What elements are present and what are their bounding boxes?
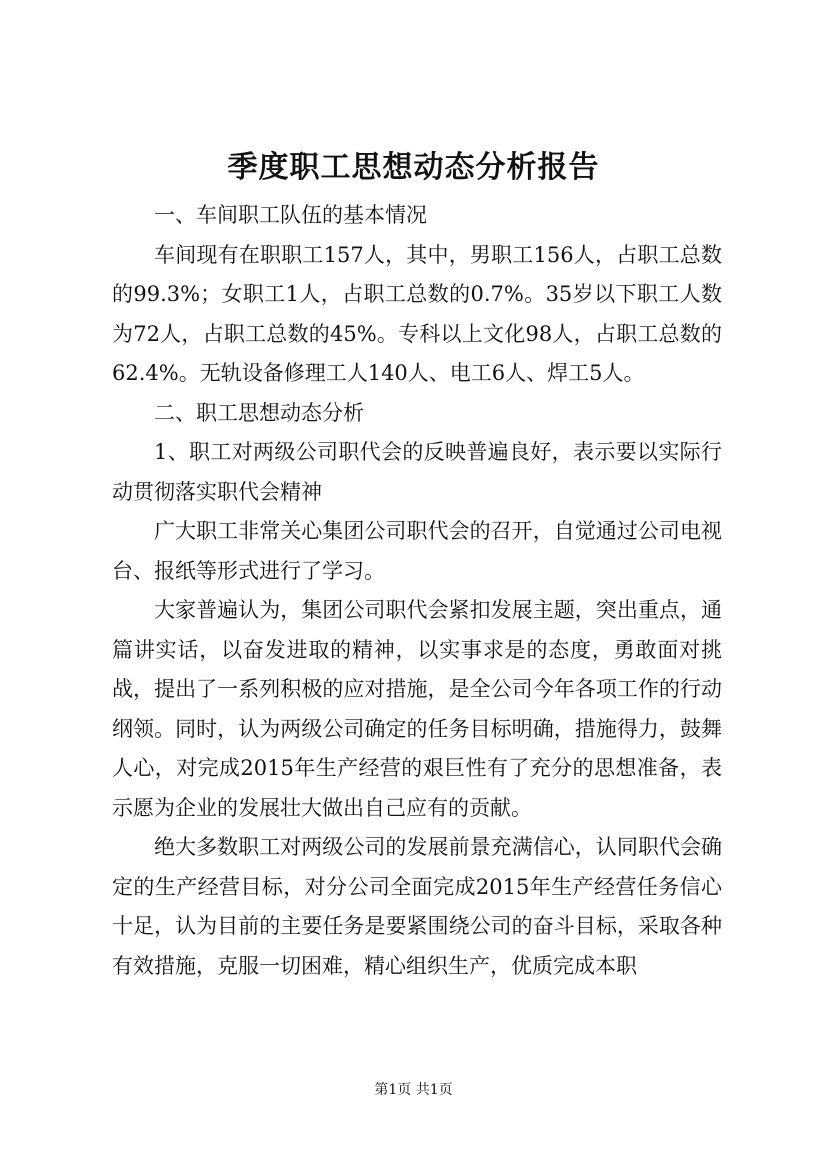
document-title: 季度职工思想动态分析报告 — [227, 150, 600, 185]
section-heading-1: 一、车间职工队伍的基本情况 — [154, 203, 427, 227]
page-number-footer: 第1页 共1页 — [374, 1082, 453, 1098]
document-body — [112, 196, 722, 986]
paragraph-confidence: 绝大多数职工对两级公司的发展前景充满信心，认同职代会确定的生产经营目标，对分公司全面完成2015年生产经营任务信心十足，认为目前的主要任务是要紧围绕公司的奋斗目标，采取各种有效措施，克服一切困难，精心组织生产，优质完成本职 — [112, 835, 722, 978]
subheading-1: 1、职工对两级公司职代会的反映普遍良好，表示要以实际行动贯彻落实职代会精神 — [112, 440, 722, 504]
paragraph-study: 广大职工非常关心集团公司职代会的召开，自觉通过公司电视台、报纸等形式进行了学习。 — [112, 519, 722, 583]
section-heading-2: 二、职工思想动态分析 — [154, 400, 364, 425]
paragraph-opinion: 大家普遍认为，集团公司职代会紧扣发展主题，突出重点，通篇讲实话，以奋发进取的精神，以实事求是的态度，勇敢面对挑战，提出了一系列积极的应对措施，是全公司今年各项工作的行动纲领。同时，认为两级公司确定的任务目标明确，措施得力，鼓舞人心，对完成2015年生产经营的艰巨性有了充分的思想准备，表示愿为企业的发展壮大做出自己应有的贡献。 — [112, 598, 722, 820]
paragraph-staff-stats: 车间现有在职职工157人，其中，男职工156人，占职工总数的99.3%；女职工1人，占职工总数的0.7%。35岁以下职工人数为72人，占职工总数的45%。专科以上文化98人，占职工总数的62.4%。无轨设备修理工人140人、电工6人、焊工5人。 — [112, 242, 722, 385]
